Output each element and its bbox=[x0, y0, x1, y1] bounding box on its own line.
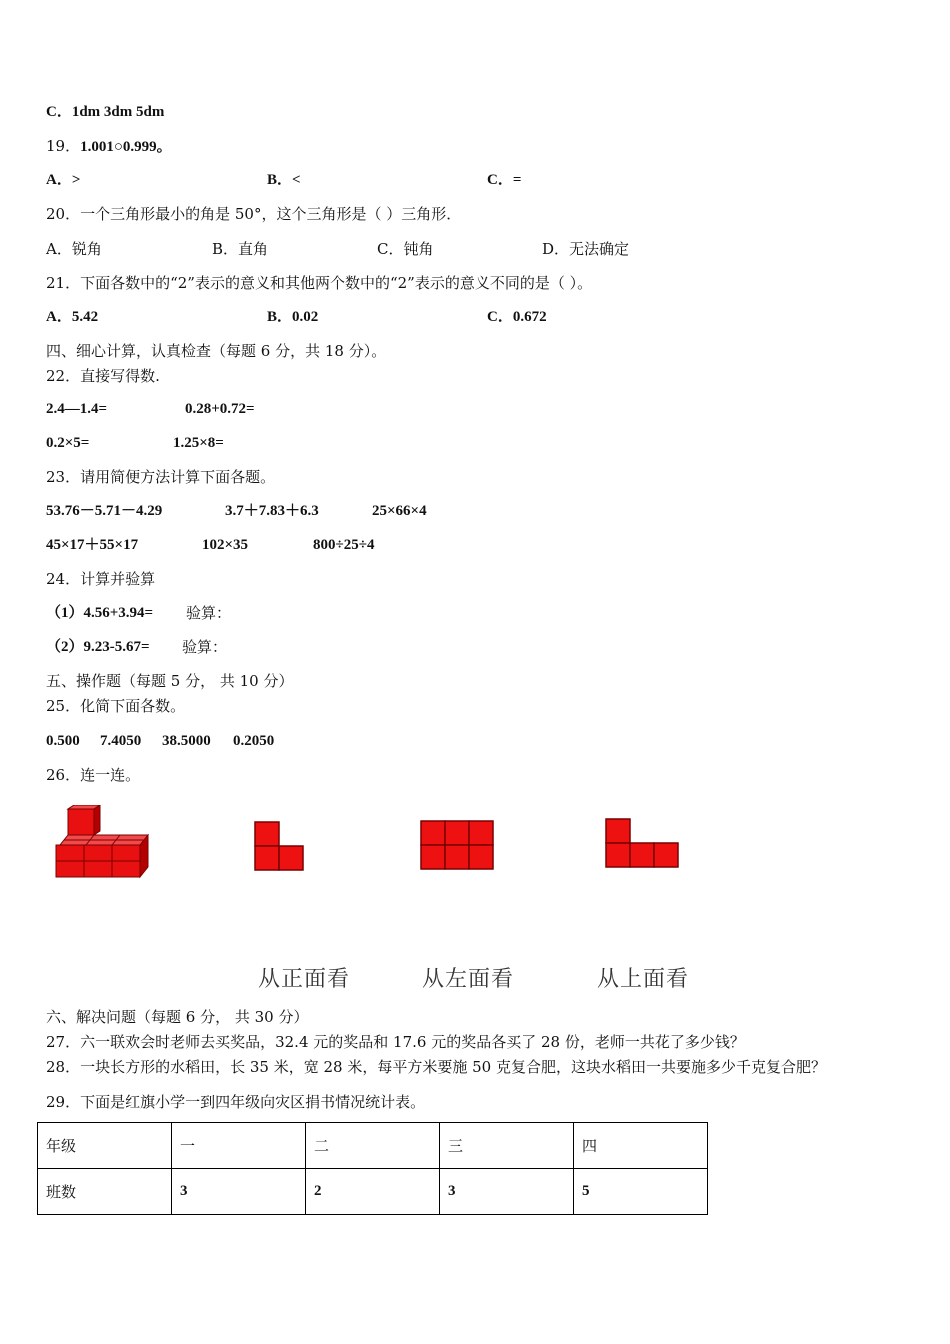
q25-stem: 25．化简下面各数。 bbox=[46, 697, 186, 715]
view-label-front: 从正面看 bbox=[258, 967, 351, 992]
table-row bbox=[38, 1169, 708, 1215]
q23-stem: 23．请用简便方法计算下面各题。 bbox=[46, 468, 276, 486]
q23-item-4: 45×17＋55×17 bbox=[46, 537, 139, 553]
q24-stem: 24．计算并验算 bbox=[46, 570, 156, 588]
q27-stem: 27．六一联欢会时老师去买奖品，32.4 元的奖品和 17.6 元的奖品各买了 28 份，老师一共花了多少钱？ bbox=[46, 1033, 745, 1051]
q26-stem: 26．连一连。 bbox=[46, 766, 141, 784]
q21-option-b: B．0.02 bbox=[267, 309, 319, 325]
q24-item-1: （1）4.56+3.94= bbox=[46, 605, 154, 621]
table-row bbox=[38, 1123, 708, 1169]
q23-item-3: 25×66×4 bbox=[372, 503, 427, 519]
cube-stack-3d-figure bbox=[50, 805, 154, 881]
q23-item-1: 53.76－5.71－4.29 bbox=[46, 503, 163, 519]
q22-item-3: 0.2×5= bbox=[46, 435, 90, 451]
q22-item-1: 2.4—1.4= bbox=[46, 401, 108, 417]
q18-option-c: C．1dm 3dm 5dm bbox=[46, 104, 165, 120]
q21-option-a: A．5.42 bbox=[46, 309, 99, 325]
table-cell: 班数 bbox=[38, 1169, 172, 1215]
q25-number-2: 7.4050 bbox=[100, 733, 142, 749]
q24-item-2-check: 验算： bbox=[182, 638, 228, 656]
book-donation-table bbox=[37, 1122, 708, 1215]
section-4-title: 四、细心计算，认真检查（每题 6 分，共 18 分）。 bbox=[46, 342, 387, 360]
q19-option-a: A．> bbox=[46, 172, 81, 188]
q20-option-b: B．直角 bbox=[212, 240, 269, 258]
q23-item-5: 102×35 bbox=[202, 537, 249, 553]
table-cell: 年级 bbox=[38, 1123, 172, 1169]
view-label-left: 从左面看 bbox=[422, 967, 515, 992]
q25-number-3: 38.5000 bbox=[162, 733, 211, 749]
q28-stem: 28．一块长方形的水稻田，长 35 米，宽 28 米，每平方米要施 50 克复合肥，这块水稻田一共要施多少千克复合肥？ bbox=[46, 1058, 826, 1076]
view-figure-l-shape bbox=[254, 821, 306, 873]
q20-stem: 20．一个三角形最小的角是 50°，这个三角形是（ ）三角形． bbox=[46, 205, 462, 223]
q23-item-2: 3.7＋7.83＋6.3 bbox=[225, 503, 319, 519]
q23-item-6: 800÷25÷4 bbox=[313, 537, 375, 553]
table-cell: 5 bbox=[574, 1169, 708, 1215]
q22-stem: 22．直接写得数. bbox=[46, 367, 160, 385]
q25-number-1: 0.500 bbox=[46, 733, 80, 749]
q19-stem bbox=[46, 136, 172, 157]
q20-option-a: A．锐角 bbox=[46, 240, 102, 258]
section-5-title: 五、操作题（每题 5 分， 共 10 分） bbox=[46, 672, 294, 690]
view-figure-long-l-shape bbox=[605, 818, 681, 870]
section-6-title: 六、解决问题（每题 6 分， 共 30 分） bbox=[46, 1008, 309, 1026]
table-cell: 3 bbox=[440, 1169, 574, 1215]
q21-stem: 21．下面各数中的“2”表示的意义和其他两个数中的“2”表示的意义不同的是（ ）。 bbox=[46, 274, 593, 292]
q20-option-c: C．钝角 bbox=[377, 240, 434, 258]
table-cell: 一 bbox=[172, 1123, 306, 1169]
q24-item-1-check: 验算： bbox=[186, 604, 232, 622]
view-figure-rectangle bbox=[420, 820, 496, 872]
q19-number: 19． bbox=[46, 137, 81, 155]
table-cell: 3 bbox=[172, 1169, 306, 1215]
q19-option-c: C．= bbox=[487, 172, 522, 188]
q25-number-4: 0.2050 bbox=[233, 733, 275, 749]
view-label-top: 从上面看 bbox=[597, 967, 690, 992]
table-cell: 三 bbox=[440, 1123, 574, 1169]
q29-stem: 29．下面是红旗小学一到四年级向灾区捐书情况统计表。 bbox=[46, 1093, 426, 1111]
q19-expression: 1.001○0.999。 bbox=[80, 139, 172, 155]
q22-item-4: 1.25×8= bbox=[173, 435, 224, 451]
table-cell: 二 bbox=[306, 1123, 440, 1169]
q19-option-b: B．< bbox=[267, 172, 301, 188]
q20-option-d: D．无法确定 bbox=[542, 240, 630, 258]
table-cell: 四 bbox=[574, 1123, 708, 1169]
table-cell: 2 bbox=[306, 1169, 440, 1215]
q22-item-2: 0.28+0.72= bbox=[185, 401, 255, 417]
q21-option-c: C．0.672 bbox=[487, 309, 547, 325]
q24-item-2: （2）9.23-5.67= bbox=[46, 639, 150, 655]
